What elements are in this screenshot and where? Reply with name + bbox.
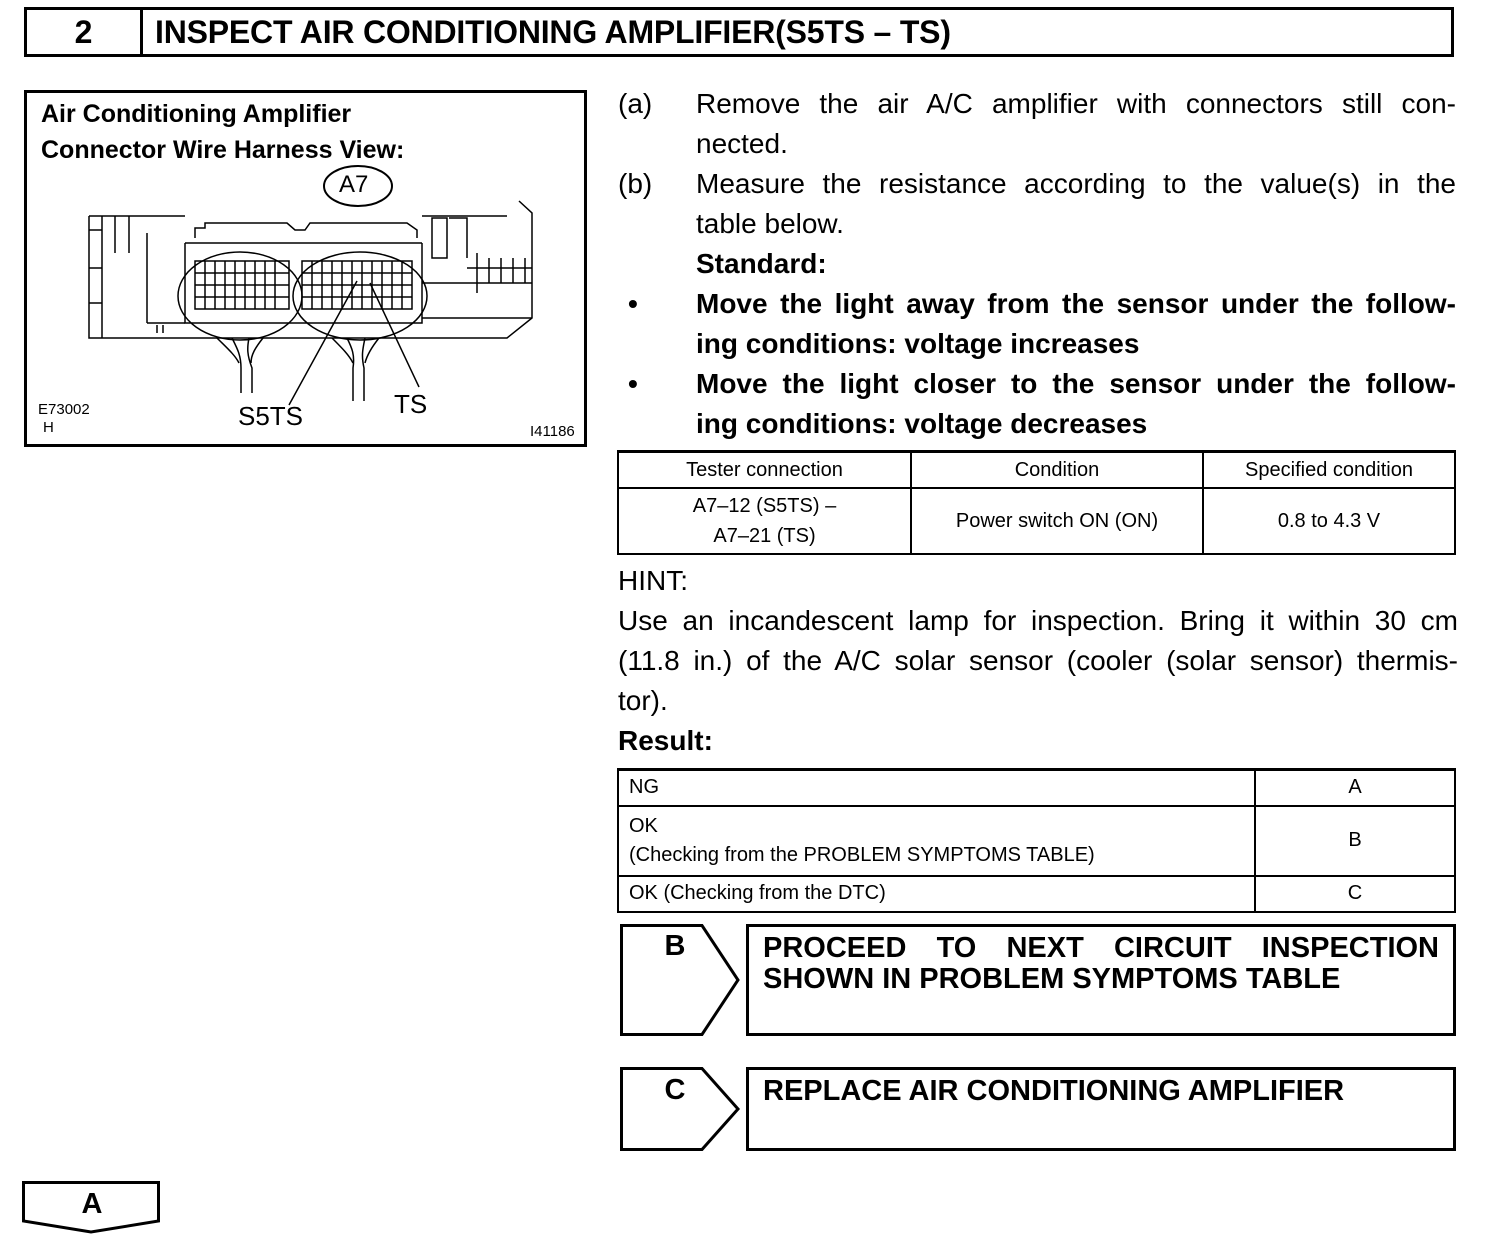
bullet-1-mark: • [628, 288, 638, 319]
action-c-line1: REPLACE AIR CONDITIONING AMPLIFIER [763, 1075, 1345, 1107]
spec-table-header-row [618, 452, 1455, 489]
step-title: INSPECT AIR CONDITIONING AMPLIFIER(S5TS – TS) [155, 13, 951, 50]
instruction-b-line1: Measure the resistance according to the value(s) in the [696, 168, 1456, 199]
figure-title-line2: Connector Wire Harness View: [41, 136, 405, 164]
spec-cell-condition: Power switch ON (ON) [911, 488, 1203, 554]
bullet-2-line1: Move the light closer to the sensor under the follow- [696, 368, 1456, 399]
result-cell-line2: (Checking from the PROBLEM SYMPTOMS TABLE) [629, 843, 1095, 866]
spec-header-specified: Specified condition [1203, 452, 1455, 489]
bullet-2-mark: • [628, 368, 638, 399]
result-row-a [618, 770, 1455, 806]
figure-title [41, 96, 404, 168]
hint-line3: tor). [618, 685, 668, 716]
result-arrow-a-code: A [81, 1188, 103, 1220]
spec-cell-connection [618, 488, 911, 554]
bullet-2-line2: ing conditions: voltage decreases [696, 408, 1148, 439]
pin-label-ts: TS [394, 389, 428, 419]
spec-header-condition: Condition [911, 452, 1203, 489]
instruction-b-line2: table below. [696, 208, 844, 239]
result-cell-line1: OK [629, 814, 658, 837]
connector-figure [24, 90, 587, 447]
instruction-a-line2: nected. [696, 128, 788, 159]
hint-label: HINT: [618, 565, 688, 596]
result-arrow-c-code: C [664, 1074, 686, 1106]
pin-label-s5ts: S5TS [238, 401, 304, 431]
spec-table-row [618, 488, 1455, 554]
figure-title-line1: Air Conditioning Amplifier [41, 100, 352, 128]
hint-line1: Use an incandescent lamp for inspection. Bring it within 30 cm [618, 605, 1458, 636]
figure-code-left: E73002 [38, 401, 90, 418]
connector-label: A7 [339, 171, 369, 198]
standard-label: Standard: [696, 248, 827, 279]
bullet-1-line2: ing conditions: voltage increases [696, 328, 1140, 359]
step-header [24, 7, 1454, 57]
result-code: C [1255, 876, 1455, 912]
figure-code-left-sub: H [43, 419, 54, 436]
instruction-a-mark: (a) [618, 88, 653, 119]
result-cell [618, 806, 1255, 876]
spec-table [617, 450, 1456, 555]
action-box-b [746, 924, 1456, 1036]
spec-cell-specified: 0.8 to 4.3 V [1203, 488, 1455, 554]
hint-line2: (11.8 in.) of the A/C solar sensor (cooler (solar sensor) thermis- [618, 645, 1458, 676]
result-label: Result: [618, 725, 713, 756]
result-row-c [618, 876, 1455, 912]
bullet-1-line1: Move the light away from the sensor under the follow- [696, 288, 1456, 319]
spec-header-connection: Tester connection [618, 452, 911, 489]
figure-code-right: I41186 [530, 423, 575, 440]
instruction-b-mark: (b) [618, 168, 653, 199]
step-number: 2 [27, 10, 143, 54]
action-b-line2: SHOWN IN PROBLEM SYMPTOMS TABLE [763, 963, 1341, 995]
action-b-line1: PROCEED TO NEXT CIRCUIT INSPECTION [763, 932, 1439, 964]
action-box-c [746, 1067, 1456, 1151]
result-code: A [1255, 770, 1455, 806]
result-code: B [1255, 806, 1455, 876]
result-cell: NG [618, 770, 1255, 806]
spec-connection-line1: A7–12 (S5TS) – [692, 495, 837, 517]
result-cell: OK (Checking from the DTC) [618, 876, 1255, 912]
spec-connection-line2: A7–21 (TS) [713, 525, 816, 547]
result-row-b [618, 806, 1455, 876]
result-table [617, 768, 1456, 913]
result-arrow-b-code: B [664, 930, 686, 962]
instruction-a-line1: Remove the air A/C amplifier with connectors still con- [696, 88, 1456, 119]
